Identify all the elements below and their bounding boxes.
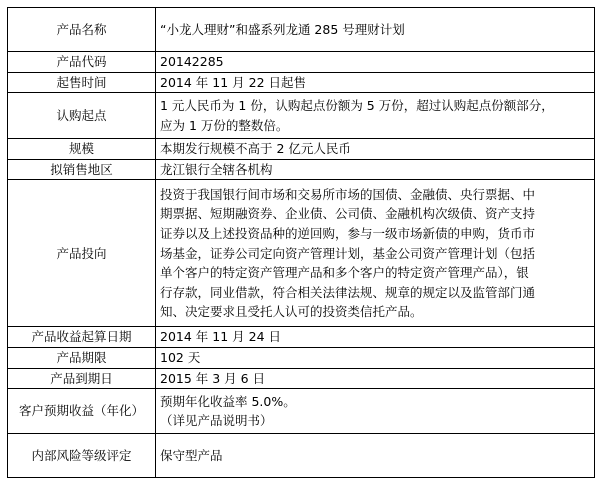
value-term: 102 天 xyxy=(156,347,595,368)
investment-line: 场基金，证券公司定向资产管理计划，基金公司资产管理计划（包括 xyxy=(160,245,536,261)
value-expected-yield xyxy=(156,389,595,434)
investment-line: 知、决定要求且受托人认可的投资类信托产品。 xyxy=(160,304,423,320)
value-product-code: 20142285 xyxy=(156,52,595,73)
expected-yield-note: （详见产品说明书） xyxy=(160,413,273,429)
label-product-code: 产品代码 xyxy=(8,52,156,73)
label-sale-start: 起售时间 xyxy=(8,72,156,93)
label-product-name: 产品名称 xyxy=(8,8,156,52)
label-term: 产品期限 xyxy=(8,347,156,368)
label-expected-yield: 客户预期收益（年化） xyxy=(8,389,156,434)
value-investment xyxy=(156,180,595,327)
row-yield-start xyxy=(8,327,595,348)
label-maturity: 产品到期日 xyxy=(8,368,156,389)
row-risk-rating xyxy=(8,434,595,478)
label-subscription-start: 认购起点 xyxy=(8,93,156,139)
value-scale: 本期发行规模不高于 2 亿元人民币 xyxy=(156,139,595,160)
row-subscription-start xyxy=(8,93,595,139)
row-term xyxy=(8,347,595,368)
product-info-table xyxy=(7,7,595,478)
product-info-document xyxy=(7,7,595,478)
value-risk-rating: 保守型产品 xyxy=(156,434,595,478)
value-sales-region: 龙江银行全辖各机构 xyxy=(156,159,595,180)
value-product-name: “小龙人理财”和盛系列龙通 285 号理财计划 xyxy=(156,8,595,52)
value-subscription-start xyxy=(156,93,595,139)
value-maturity: 2015 年 3 月 6 日 xyxy=(156,368,595,389)
row-scale xyxy=(8,139,595,160)
investment-line: 行存款，同业借款，符合相关法律法规、规章的规定以及监管部门通 xyxy=(160,284,536,300)
row-sale-start xyxy=(8,72,595,93)
investment-line: 证券以及上述投资品种的逆回购，参与一级市场新债的申购，货币市 xyxy=(160,225,536,241)
row-maturity xyxy=(8,368,595,389)
value-yield-start: 2014 年 11 月 24 日 xyxy=(156,327,595,348)
label-scale: 规模 xyxy=(8,139,156,160)
label-investment: 产品投向 xyxy=(8,180,156,327)
row-expected-yield xyxy=(8,389,595,434)
investment-line: 期票据、短期融资券、企业债、公司债、金融机构次级债、资产支持 xyxy=(160,206,536,222)
row-product-name xyxy=(8,8,595,52)
subscription-line: 应为 1 万份的整数倍。 xyxy=(160,117,289,133)
row-sales-region xyxy=(8,159,595,180)
expected-yield-line: 预期年化收益率 5.0%。 xyxy=(160,393,296,409)
subscription-line: 1 元人民币为 1 份，认购起点份额为 5 万份，超过认购起点份额部分， xyxy=(160,98,554,114)
label-yield-start: 产品收益起算日期 xyxy=(8,327,156,348)
row-investment xyxy=(8,180,595,327)
investment-line: 单个客户的特定资产管理产品和多个客户的特定资产管理产品），银 xyxy=(160,265,529,281)
investment-line: 投资于我国银行间市场和交易所市场的国债、金融债、央行票据、中 xyxy=(160,186,536,202)
label-sales-region: 拟销售地区 xyxy=(8,159,156,180)
row-product-code xyxy=(8,52,595,73)
value-sale-start: 2014 年 11 月 22 日起售 xyxy=(156,72,595,93)
label-risk-rating: 内部风险等级评定 xyxy=(8,434,156,478)
